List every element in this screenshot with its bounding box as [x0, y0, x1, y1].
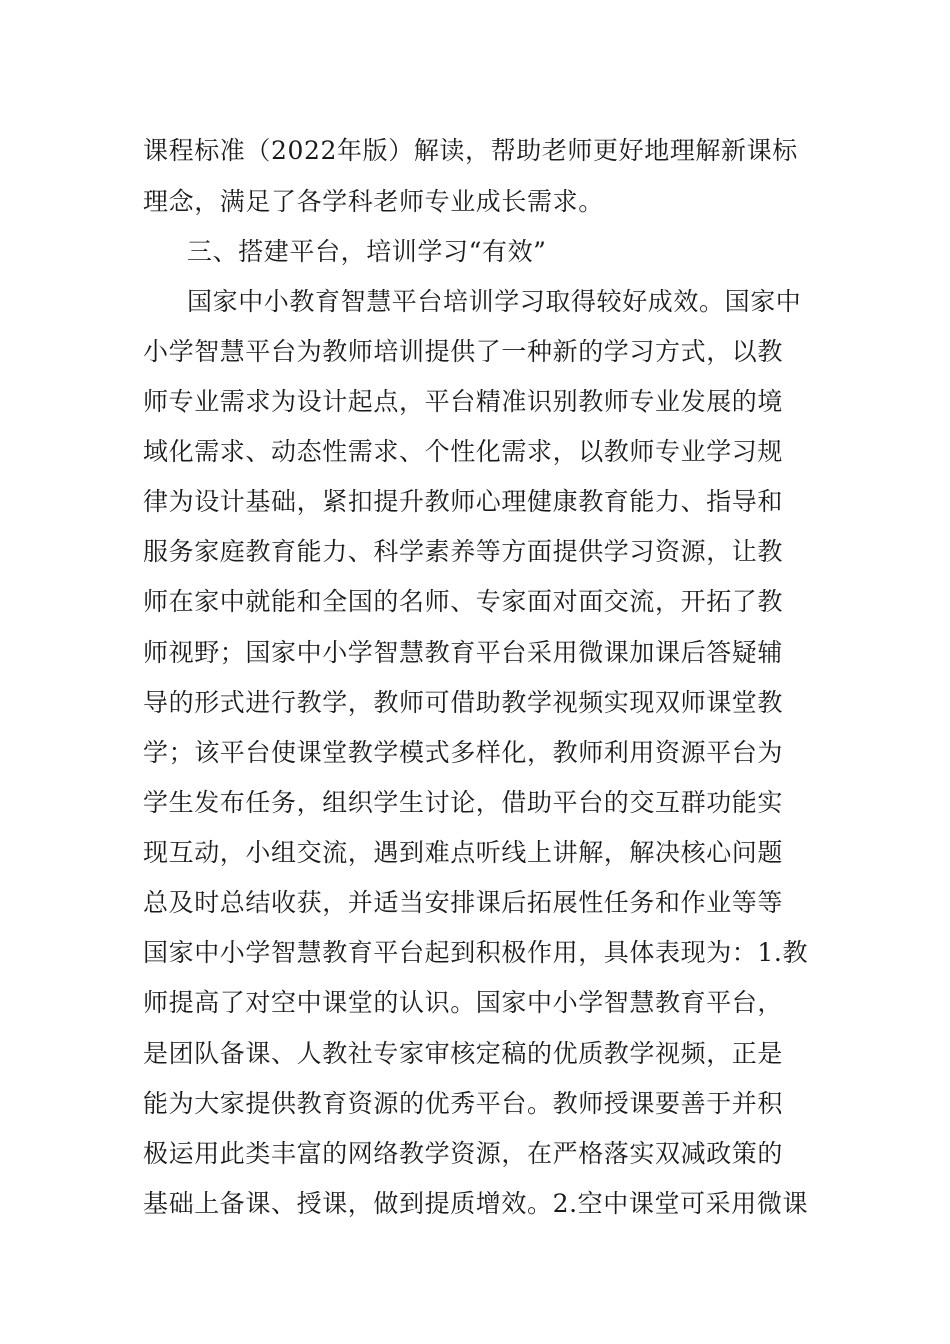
text-line: 域化需求、动态性需求、个性化需求，以教师专业学习规 [143, 437, 784, 466]
text-line: 现互动，小组交流，遇到难点听线上讲解，解决核心问题 [143, 838, 784, 867]
text-line: 小学智慧平台为教师培训提供了一种新的学习方式，以教 [143, 337, 784, 366]
text-line: 极运用此类丰富的网络教学资源，在严格落实双减政策的 [143, 1139, 784, 1168]
text-line: 服务家庭教育能力、科学素养等方面提供学习资源，让教 [143, 537, 784, 566]
text-line: 能为大家提供教育资源的优秀平台。教师授课要善于并积 [143, 1089, 784, 1118]
text-line: 理念，满足了各学科老师专业成长需求。 [143, 187, 604, 216]
text-line: 律为设计基础，紧扣提升教师心理健康教育能力、指导和 [143, 487, 784, 516]
text-line: 课程标准（2022年版）解读，帮助老师更好地理解新课标 [143, 136, 798, 165]
text-line: 学生发布任务，组织学生讨论，借助平台的交互群功能实 [143, 788, 784, 817]
text-line: 师提高了对空中课堂的认识。国家中小学智慧教育平台， [143, 988, 784, 1017]
text-line: 国家中小学智慧教育平台起到积极作用，具体表现为：1.教 [143, 938, 809, 967]
text-line: 师视野；国家中小学智慧教育平台采用微课加课后答疑辅 [143, 638, 784, 667]
text-line: 基础上备课、授课，做到提质增效。2.空中课堂可采用微课 [143, 1189, 809, 1218]
text-line: 导的形式进行教学，教师可借助教学视频实现双师课堂教 [143, 688, 784, 717]
text-line: 师在家中就能和全国的名师、专家面对面交流，开拓了教 [143, 587, 784, 616]
text-line: 总及时总结收获，并适当安排课后拓展性任务和作业等等 [143, 888, 784, 917]
text-line: 师专业需求为设计起点，平台精准识别教师专业发展的境 [143, 387, 784, 416]
section-heading: 三、搭建平台，培训学习“有效” [187, 237, 547, 266]
text-line: 是团队备课、人教社专家审核定稿的优质教学视频，正是 [143, 1039, 784, 1068]
paragraph-first-line: 国家中小教育智慧平台培训学习取得较好成效。国家中 [187, 287, 802, 316]
text-line: 学；该平台使课堂教学模式多样化，教师利用资源平台为 [143, 738, 784, 767]
